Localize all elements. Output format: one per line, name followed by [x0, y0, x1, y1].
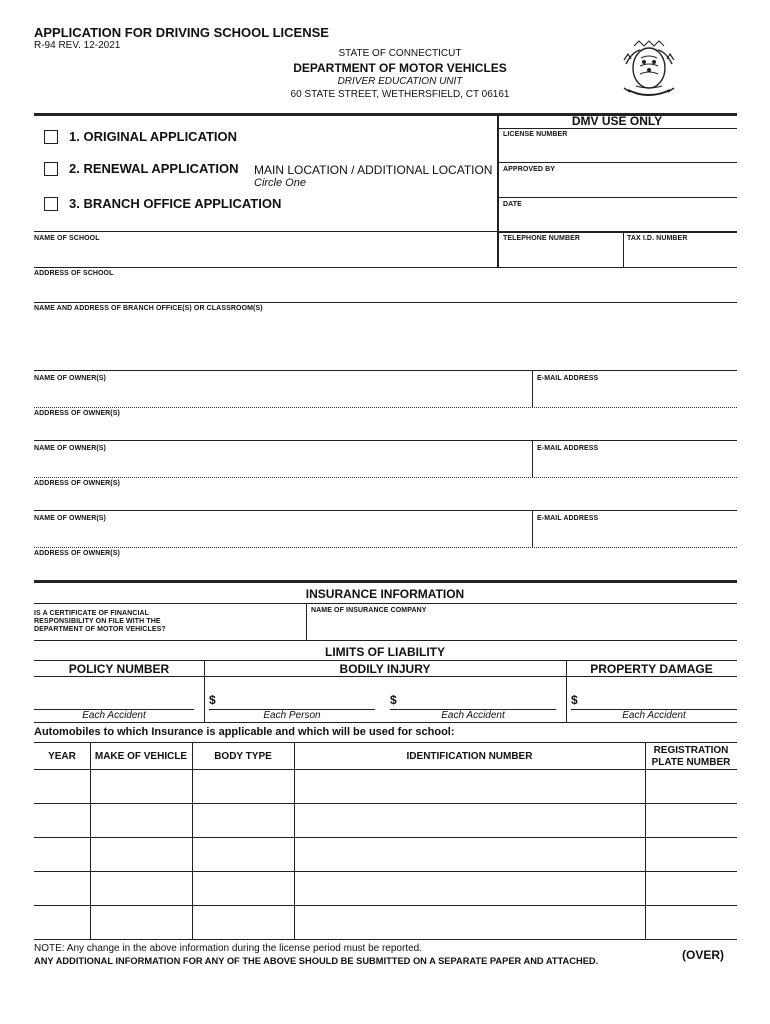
owner-3-address-field[interactable]	[34, 560, 734, 578]
footer-additional-info: ANY ADDITIONAL INFORMATION FOR ANY OF THE ABOVE SHOULD BE SUBMITTED ON A SEPARATE PAPER AND ATTACHED.	[34, 956, 599, 966]
each-person-caption: Each Person	[263, 710, 321, 721]
state-name: STATE OF CONNECTICUT	[338, 48, 462, 59]
owner-1-email-label: E-MAIL ADDRESS	[537, 375, 599, 382]
property-dollar: $	[571, 693, 578, 707]
owner-1-address-label: ADDRESS OF OWNER(S)	[34, 410, 120, 417]
insurance-company-label: NAME OF INSURANCE COMPANY	[311, 607, 427, 614]
insurance-information-title: INSURANCE INFORMATION	[305, 587, 465, 601]
name-of-school-label: NAME OF SCHOOL	[34, 235, 100, 242]
form-title: APPLICATION FOR DRIVING SCHOOL LICENSE	[34, 25, 329, 40]
vehicle-row[interactable]	[34, 804, 737, 837]
property-damage-field[interactable]	[584, 686, 734, 708]
vehicle-registration-plate-header: REGISTRATION PLATE NUMBER	[651, 745, 731, 768]
property-each-accident-caption: Each Accident	[622, 710, 686, 721]
owner-1-name-label: NAME OF OWNER(S)	[34, 375, 106, 382]
original-application-label: 1. ORIGINAL APPLICATION	[69, 129, 238, 144]
approved-by-field[interactable]	[500, 176, 736, 196]
vehicle-make-header: MAKE OF VEHICLE	[94, 751, 188, 762]
dmv-use-only-title: DMV USE ONLY	[571, 114, 663, 128]
limits-title-rule	[34, 660, 737, 661]
address-of-school-field[interactable]	[34, 280, 734, 300]
owner-2-rule	[34, 477, 737, 478]
owner-2-address-field[interactable]	[34, 490, 734, 508]
policy-each-accident-caption: Each Accident	[82, 710, 146, 721]
owner-1-email-field[interactable]	[536, 385, 736, 405]
dmv-box-left-border	[497, 113, 499, 267]
vehicle-body-type-header: BODY TYPE	[214, 751, 272, 762]
dmv-rule-3	[497, 231, 737, 233]
bodily-person-dollar: $	[209, 693, 216, 707]
owner-3-name-label: NAME OF OWNER(S)	[34, 515, 106, 522]
owner-2-name-label: NAME OF OWNER(S)	[34, 445, 106, 452]
over-indicator: (OVER)	[682, 948, 724, 962]
vehicle-row[interactable]	[34, 770, 737, 803]
branch-offices-field[interactable]	[34, 315, 734, 367]
owner-2-email-field[interactable]	[536, 455, 736, 475]
form-number: R-94 REV. 12-2021	[34, 40, 121, 51]
vehicles-top-rule	[34, 742, 737, 743]
owner-3-name-field[interactable]	[34, 525, 528, 545]
dmv-rule-1	[497, 162, 737, 163]
owner-2-name-field[interactable]	[34, 455, 528, 475]
branch-office-application-checkbox[interactable]	[44, 197, 58, 211]
location-hint: Circle One	[254, 177, 306, 189]
department-address: 60 STATE STREET, WETHERSFIELD, CT 06161	[290, 89, 510, 100]
renewal-application-checkbox[interactable]	[44, 162, 58, 176]
school-rule-1	[34, 267, 737, 268]
property-damage-header: PROPERTY DAMAGE	[590, 662, 713, 676]
insurance-company-divider	[306, 603, 307, 640]
license-number-label: LICENSE NUMBER	[503, 131, 568, 138]
vehicle-row-rule-5	[34, 939, 737, 940]
approved-by-label: APPROVED BY	[503, 166, 556, 173]
school-rule-2	[34, 302, 737, 303]
renewal-application-label: 2. RENEWAL APPLICATION	[69, 161, 239, 176]
policy-number-field[interactable]	[34, 686, 194, 708]
insurance-top-rule	[34, 580, 737, 583]
policy-number-header: POLICY NUMBER	[68, 662, 170, 676]
bodily-injury-header: BODILY INJURY	[339, 662, 431, 676]
branch-offices-label: NAME AND ADDRESS OF BRANCH OFFICE(S) OR CLASSROOM(S)	[34, 305, 263, 312]
bodily-injury-each-person-field[interactable]	[222, 686, 372, 708]
owner-2-bottom-rule	[34, 510, 737, 511]
tax-id-divider	[623, 231, 624, 267]
owner-1-rule	[34, 407, 737, 408]
date-field[interactable]	[500, 210, 736, 230]
limits-bottom-rule	[34, 722, 737, 723]
vehicle-row[interactable]	[34, 838, 737, 871]
owner-1-address-field[interactable]	[34, 420, 734, 438]
owner-1-bottom-rule	[34, 440, 737, 441]
owner-1-email-divider	[532, 370, 533, 407]
financial-responsibility-label: IS A CERTIFICATE OF FINANCIAL RESPONSIBILITY ON FILE WITH THE DEPARTMENT OF MOTOR VEHICLES?	[34, 610, 166, 633]
telephone-number-field[interactable]	[500, 245, 620, 265]
dmv-rule-2	[497, 197, 737, 198]
limits-divider-2	[566, 660, 567, 722]
owner-3-email-divider	[532, 510, 533, 547]
vehicles-intro: Automobiles to which Insurance is applicable and which will be used for school:	[34, 726, 455, 738]
telephone-number-label: TELEPHONE NUMBER	[503, 235, 581, 242]
owner-1-name-field[interactable]	[34, 385, 528, 405]
department-name: DEPARTMENT OF MOTOR VEHICLES	[293, 61, 507, 75]
owner-3-address-label: ADDRESS OF OWNER(S)	[34, 550, 120, 557]
bodily-each-accident-caption: Each Accident	[441, 710, 505, 721]
owner-3-email-label: E-MAIL ADDRESS	[537, 515, 599, 522]
vehicle-year-header: YEAR	[48, 751, 76, 762]
owner-3-email-field[interactable]	[536, 525, 736, 545]
branch-office-application-label: 3. BRANCH OFFICE APPLICATION	[69, 196, 282, 211]
school-top-rule	[34, 231, 497, 232]
unit-name: DRIVER EDUCATION UNIT	[337, 76, 463, 87]
location-options[interactable]: MAIN LOCATION / ADDITIONAL LOCATION	[254, 163, 493, 177]
address-of-school-label: ADDRESS OF SCHOOL	[34, 270, 114, 277]
vehicle-row[interactable]	[34, 872, 737, 905]
bodily-accident-dollar: $	[390, 693, 397, 707]
owner-3-rule	[34, 547, 737, 548]
tax-id-label: TAX I.D. NUMBER	[627, 235, 688, 242]
insurance-company-bottom-rule	[34, 640, 737, 641]
limits-header-rule	[34, 676, 737, 677]
branch-bottom-rule	[34, 370, 737, 371]
connecticut-state-seal-icon	[614, 36, 684, 104]
vehicle-identification-number-header: IDENTIFICATION NUMBER	[406, 751, 533, 762]
insurance-title-rule	[34, 603, 737, 604]
limits-divider-1	[204, 660, 205, 722]
bodily-injury-each-accident-field[interactable]	[403, 686, 553, 708]
insurance-company-field[interactable]	[310, 617, 735, 637]
date-label: DATE	[503, 201, 522, 208]
name-of-school-field[interactable]	[34, 245, 494, 265]
owner-2-email-label: E-MAIL ADDRESS	[537, 445, 599, 452]
license-number-field[interactable]	[500, 140, 736, 160]
footer-note: NOTE: Any change in the above information during the license period must be reported.	[34, 943, 423, 954]
dmv-title-rule	[497, 128, 737, 129]
owner-2-email-divider	[532, 440, 533, 477]
owner-2-address-label: ADDRESS OF OWNER(S)	[34, 480, 120, 487]
vehicle-row[interactable]	[34, 906, 737, 939]
limits-of-liability-title: LIMITS OF LIABILITY	[325, 645, 445, 659]
tax-id-field[interactable]	[626, 245, 736, 265]
original-application-checkbox[interactable]	[44, 130, 58, 144]
